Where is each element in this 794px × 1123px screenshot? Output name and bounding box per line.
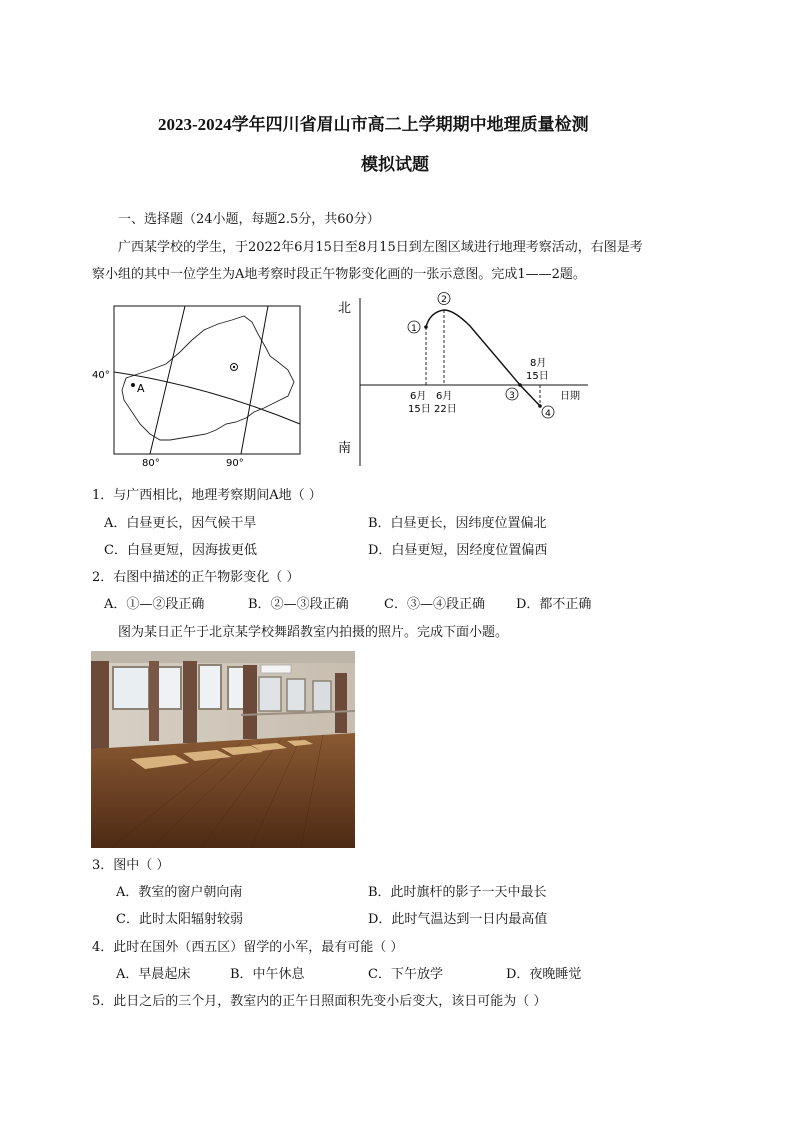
q4-stem: 4．此时在国外（西五区）留学的小军，最有可能（ ） xyxy=(92,940,404,955)
q4-option-a: A．早晨起床 xyxy=(116,967,191,982)
point-1-marker xyxy=(408,321,420,334)
north-label: 北 xyxy=(338,301,352,316)
tick-jun22-day: 22日 xyxy=(434,404,457,415)
q4-option-d: D．夜晚睡觉 xyxy=(506,967,582,982)
dance-classroom-photo xyxy=(91,651,355,848)
q2-option-d: D．都不正确 xyxy=(516,597,592,612)
q1-option-d: D．白昼更短，因经度位置偏西 xyxy=(368,543,548,558)
q1-option-a: A．白昼更长，因气候干旱 xyxy=(104,516,257,531)
point-2-marker xyxy=(438,293,450,306)
q3-option-b: B．此时旗杆的影子一天中最长 xyxy=(368,885,547,900)
point-a-marker xyxy=(131,383,135,387)
intro-line-1: 广西某学校的学生，于2022年6月15日至8月15日到左图区域进行地理考察活动，右图是考 xyxy=(118,240,643,255)
q4-option-c: C．下午放学 xyxy=(368,967,443,982)
xinjiang-map-figure xyxy=(88,300,310,472)
tick-jun15-day: 15日 xyxy=(408,404,431,415)
paper-title-line1: 2023-2024学年四川省眉山市高二上学期期中地理质量检测 xyxy=(158,115,589,134)
svg-text:2: 2 xyxy=(441,295,447,305)
q3-option-d: D．此时气温达到一日内最高值 xyxy=(368,912,548,927)
point-a-label: A xyxy=(137,382,145,395)
q2-option-c: C．③—④段正确 xyxy=(384,597,485,612)
q3-stem: 3．图中（ ） xyxy=(92,858,170,873)
photo-intro: 图为某日正午于北京某学校舞蹈教室内拍摄的照片。完成下面小题。 xyxy=(118,625,509,640)
svg-text:3: 3 xyxy=(509,391,515,401)
q2-stem: 2．右图中描述的正午物影变化（ ） xyxy=(92,570,300,585)
axis-date-label: 日期 xyxy=(560,391,580,402)
point-3-marker xyxy=(506,388,518,401)
q5-stem: 5．此日之后的三个月，教室内的正午日照面积先变小后变大，该日可能为（ ） xyxy=(92,994,547,1009)
tick-jun22-month: 6月 xyxy=(436,391,453,402)
section-heading: 一、选择题（24小题，每题2.5分，共60分） xyxy=(118,212,380,227)
lon-label-90: 90° xyxy=(226,458,244,469)
tick-aug15-month: 8月 xyxy=(530,358,547,369)
q3-option-a: A．教室的窗户朝向南 xyxy=(116,885,243,900)
tick-aug15-day: 15日 xyxy=(526,371,549,382)
capital-circle-icon xyxy=(231,364,238,371)
lon-label-80: 80° xyxy=(142,458,160,469)
tick-jun15-month: 6月 xyxy=(410,391,427,402)
q3-option-c: C．此时太阳辐射较弱 xyxy=(116,912,243,927)
q2-option-b: B．②—③段正确 xyxy=(248,597,349,612)
q2-option-a: A．①—②段正确 xyxy=(104,597,205,612)
intro-line-2: 察小组的其中一位学生为A地考察时段正午物影变化画的一张示意图。完成1——2题。 xyxy=(92,267,586,282)
point-4-marker xyxy=(542,406,554,419)
noon-shadow-diagram xyxy=(334,292,596,472)
south-label: 南 xyxy=(338,441,352,456)
q1-stem: 1．与广西相比，地理考察期间A地（ ） xyxy=(92,488,322,503)
paper-title-line2: 模拟试题 xyxy=(361,155,429,174)
q1-option-b: B．白昼更长，因纬度位置偏北 xyxy=(368,516,547,531)
svg-text:4: 4 xyxy=(545,409,551,419)
q1-option-c: C．白昼更短，因海拔更低 xyxy=(104,543,257,558)
q4-option-b: B．中午休息 xyxy=(230,967,305,982)
svg-text:1: 1 xyxy=(411,324,417,334)
lat-label-40: 40° xyxy=(92,370,110,381)
